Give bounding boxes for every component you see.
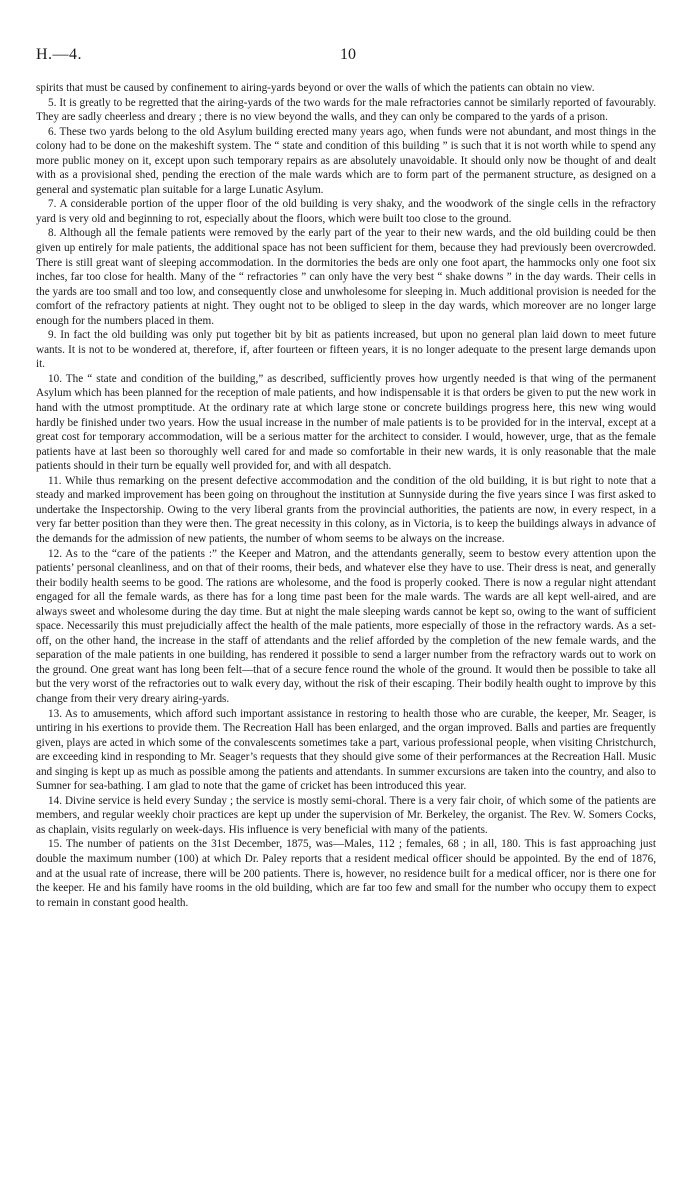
paragraph-15: 15. The number of patients on the 31st December, 1875, was—Males, 112 ; females, 68 ; in all, 180. This is fast approaching just double the maximum number (100) at which Dr. Paley reports that a resident medical officer should be appointed. By the end of 1876, and at the usual rate of increase, there will be 200 patients. There is, however, no residence built for a medical officer, nor is there one for the keeper. He and his family have rooms in the old building, which are far too few and small for the number who occupy them to expect to remain in constant good health. xyxy=(36,838,656,909)
page-header xyxy=(36,46,660,68)
paragraph-9: 9. In fact the old building was only put together bit by bit as patients increased, but upon no general plan laid down to meet future wants. It is not to be wondered at, therefore, if, after fourteen or fifteen years, it is no longer adequate to the present large demands upon it. xyxy=(36,329,656,371)
paragraph-8: 8. Although all the female patients were removed by the early part of the year to their new wards, and the old building could be then given up entirely for male patients, the additional space has not been sufficient for them, because they had previously been overcrowded. There is still great want of sleeping accommodation. In the dormitories the beds are only one foot apart, the hammocks only one foot six inches, far too close for health. Many of the “ refractories ” can only have the very best “ shake downs ” in the day wards. Their cells in the yards are too small and too low, and consequently close and unwholesome for sleeping in. Much additional provision is needed for the comfort of the refractory patients at night. They ought not to be obliged to sleep in the day wards, which moreover are no longer large enough for the numbers placed in them. xyxy=(36,227,656,327)
paragraph-12: 12. As to the “care of the patients :” the Keeper and Matron, and the attendants generally, seem to bestow every attention upon the patients’ personal cleanliness, and on that of their rooms, their beds, and whatever else they have to use. Their dress is neat, and generally their bodily health seems to be good. The rations are wholesome, and the food is properly cooked. There is now a regular night attendant engaged for all the female wards, as there has for a long time past been for the male wards. The wards are all kept well-aired, and are always sweet and wholesome during the day time. But at night the male sleeping wards cannot be kept so, owing to the want of sufficient space. Necessarily this must prejudicially affect the health of the male patients, more especially of those in the refractory wards. As a set-off, on the other hand, the increase in the staff of attendants and the relief afforded by the completion of the new female wards, and the separation of the male patients in one building, has rendered it possible to send a larger number from the refractory wards out to work on the ground. One great want has long been felt—that of a secure fence round the whole of the ground. It would then be possible to take all but the very worst of the refractories out to walk every day, without the risk of their escaping. Their bodily health ought to improve by this change from their very dreary airing-yards. xyxy=(36,547,656,705)
paragraph-10: 10. The “ state and condition of the building,” as described, sufficiently proves how urgently needed is that wing of the permanent Asylum which has been planned for the reception of male patients, and how indispensable it is that orders be given to put the new work in hand with the utmost promptitude. At the ordinary rate at which large stone or concrete buildings progress here, this new wing would hardly be finished under two years. How the usual increase in the number of male patients is to be provided for in the interval, except at a great cost for temporary accommodation, will be a serious matter for the architect to consider. I would, however, urge, that as the female patients have at last been so thoroughly well cared for and made so comfortable in their new wards, it is only reasonable that the male patients should in their turn be equally well provided for, and with all despatch. xyxy=(36,372,656,473)
paragraph-11: 11. While thus remarking on the present defective accommodation and the condition of the old building, it is but right to note that a steady and marked improvement has been going on throughout the institution at Sunnyside during the five years since I was first asked to undertake the Inspectorship. Owing to the very liberal grants from the provincial authorities, the patients are now, in every respect, in a very far better position than they were then. The great necessity in this colony, as in Victoria, is to keep the buildings always in advance of the demands for the admission of new patients, the number of whom seems to be always on the increase. xyxy=(36,474,656,545)
page-number: 10 xyxy=(340,46,356,63)
paragraph-5: 5. It is greatly to be regretted that the airing-yards of the two wards for the male refractories cannot be similarly reported of favourably. They are sadly cheerless and dreary ; there is no view beyond the walls, and they can only be compared to the yards of a prison. xyxy=(36,96,656,124)
document-id: H.—4. xyxy=(36,46,83,63)
paragraph-14: 14. Divine service is held every Sunday ; the service is mostly semi-choral. There is a very fair choir, of which some of the patients are members, and regular weekly choir practices are kept up under the supervision of Mr. Berkeley, the organist. The Rev. W. Somers Cocks, as chaplain, visits regularly on week-days. His influence is very beneficial with many of the patients. xyxy=(36,794,656,836)
paragraph-6: 6. These two yards belong to the old Asylum building erected many years ago, when funds were not abundant, and most things in the colony had to be done on the makeshift system. The “ state and condition of this building ” is such that it is not worth while to spend any more public money on it, except upon such temporary repairs as are absolutely unavoidable. It should only now be thought of and dealt with as a provisional shed, pending the erection of the male wards which are to form part of the permanent structure, as designed on a general and systematic plan suitable for a large Lunatic Asylum. xyxy=(36,125,656,196)
report-body xyxy=(36,81,656,910)
paragraph-7: 7. A considerable portion of the upper floor of the old building is very shaky, and the woodwork of the single cells in the refractory yard is very old and beginning to rot, especially about the floors, which were built too close to the ground. xyxy=(36,198,656,225)
paragraph-13: 13. As to amusements, which afford such important assistance in restoring to health those who are curable, the keeper, Mr. Seager, is untiring in his exertions to provide them. The Recreation Hall has been enlarged, and the organ improved. Balls and parties are frequently given, plays are acted in which some of the convalescents sometimes take a part, various professional people, when visiting Christchurch, are exceeding kind in responding to Mr. Seager’s requests that they should give some of their performances at the Recreation Hall. Music and singing is kept up as much as possible among the patients and attendants. In summer excursions are taken into the country, and also to Sumner for sea-bathing. I am glad to note that the game of cricket has been introduced this year. xyxy=(36,707,656,793)
paragraph-continuation: spirits that must be caused by confinement to airing-yards beyond or over the walls of which the patients can obtain no view. xyxy=(36,82,595,94)
